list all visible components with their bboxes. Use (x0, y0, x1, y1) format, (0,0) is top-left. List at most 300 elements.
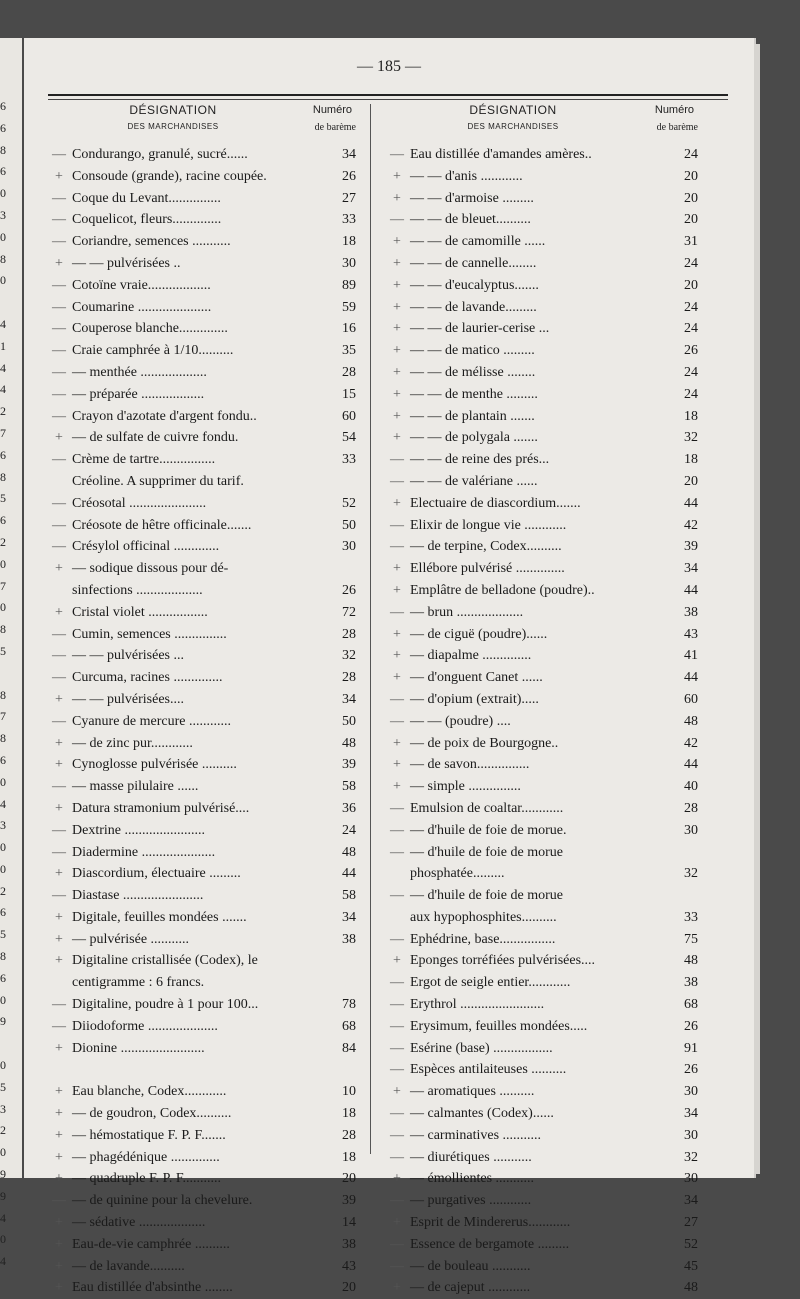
previous-page-number: 0 (0, 600, 6, 615)
entry-bareme-number: 24 (684, 321, 698, 337)
list-item (388, 1168, 698, 1190)
entry-bareme-number: 60 (342, 408, 356, 424)
entry-mark: + (393, 626, 401, 642)
entry-designation: Cristal violet ................. (72, 604, 208, 620)
entry-bareme-number: 24 (684, 299, 698, 315)
entry-designation: Diiodoforme .................... (72, 1018, 218, 1034)
entry-bareme-number: 38 (342, 1236, 356, 1252)
entry-mark: — (390, 1106, 404, 1122)
entry-bareme-number: 84 (342, 1040, 356, 1056)
list-item (388, 1081, 698, 1103)
entry-mark: — (52, 190, 66, 206)
entry-designation: — carminatives ........... (410, 1127, 542, 1143)
entry-designation: Coriandre, semences ........... (72, 234, 231, 250)
list-item (50, 493, 356, 515)
list-item (50, 1234, 356, 1256)
entry-mark: + (393, 386, 401, 402)
document-page (24, 38, 754, 1296)
previous-page-number: 4 (0, 1254, 6, 1269)
list-item (388, 972, 698, 994)
entry-designation: Espèces antilaiteuses .......... (410, 1062, 567, 1078)
entry-designation: — de sulfate de cuivre fondu. (72, 430, 239, 446)
entry-bareme-number: 44 (684, 582, 698, 598)
entry-bareme-number: 14 (342, 1215, 356, 1231)
header-numero-sub: de barème (314, 122, 356, 133)
list-item (388, 950, 698, 972)
header-rule-thin (48, 99, 728, 100)
previous-page-number: 2 (0, 1123, 6, 1138)
entry-mark: + (55, 909, 63, 925)
entry-designation: — — de reine des prés... (410, 452, 550, 468)
entry-designation: Condurango, granulé, sucré...... (72, 147, 248, 162)
page-stack-edge (754, 44, 760, 1174)
list-item (388, 1016, 698, 1038)
entry-designation: — phagédénique .............. (72, 1149, 220, 1165)
entry-bareme-number: 28 (684, 800, 698, 816)
entry-designation: Essence de bergamote ......... (410, 1236, 570, 1252)
entry-designation: — purgatives ............ (410, 1193, 532, 1209)
entry-designation: Digitaline, poudre à 1 pour 100... (72, 997, 259, 1013)
entry-mark: — (52, 822, 66, 838)
list-item (388, 885, 698, 907)
entry-bareme-number: 45 (684, 1258, 698, 1274)
list-item (50, 1212, 356, 1234)
entry-mark: + (393, 168, 401, 184)
entry-mark: + (55, 1040, 63, 1056)
entry-designation: Electuaire de diascordium....... (410, 495, 581, 511)
entry-designation: — de cajeput ............ (410, 1280, 531, 1296)
entry-mark: + (55, 1106, 63, 1122)
list-item (388, 711, 698, 733)
list-item (50, 711, 356, 733)
entry-bareme-number: 36 (342, 800, 356, 816)
entry-designation: — — d'armoise ......... (410, 190, 534, 206)
previous-page-number: 5 (0, 491, 6, 506)
entry-bareme-number: 60 (684, 691, 698, 707)
entry-designation: Digitaline cristallisée (Codex), le (72, 953, 258, 969)
entry-mark: — (390, 931, 404, 947)
entry-designation: Coque du Levant............... (72, 190, 221, 206)
previous-page-number: 6 (0, 120, 6, 135)
entry-bareme-number: 18 (342, 1106, 356, 1122)
entry-designation: phosphatée......... (410, 866, 505, 882)
entry-designation: — de ciguë (poudre)...... (410, 626, 548, 642)
header-numero-sub: de barème (656, 122, 698, 133)
column-divider (370, 104, 371, 1154)
entry-mark: + (393, 735, 401, 751)
entry-mark: + (55, 255, 63, 271)
entry-bareme-number: 18 (342, 234, 356, 250)
entry-bareme-number: 58 (342, 779, 356, 795)
list-item (50, 449, 356, 471)
entry-bareme-number: 52 (342, 495, 356, 511)
entry-bareme-number: 50 (342, 517, 356, 533)
list-item (388, 1256, 698, 1278)
list-item (388, 842, 698, 864)
entry-mark: + (393, 648, 401, 664)
entry-designation: — — de plantain ....... (410, 408, 535, 424)
list-item (50, 1256, 356, 1278)
entry-bareme-number: 20 (684, 473, 698, 489)
list-item (50, 1081, 356, 1103)
list-item (388, 427, 698, 449)
entry-bareme-number: 43 (342, 1258, 356, 1274)
previous-page-number: 6 (0, 970, 6, 985)
entry-bareme-number: 72 (342, 604, 356, 620)
entry-mark: — (390, 800, 404, 816)
list-item (50, 842, 356, 864)
entry-mark: — (390, 1149, 404, 1165)
entry-mark: — (52, 713, 66, 729)
entry-bareme-number: 34 (684, 1106, 698, 1122)
entry-mark: + (55, 866, 63, 882)
previous-page-number: 3 (0, 207, 6, 222)
entry-bareme-number: 33 (342, 212, 356, 228)
list-item (50, 1125, 356, 1147)
list-item (388, 275, 698, 297)
previous-page-number: 0 (0, 556, 6, 571)
entry-bareme-number: 44 (684, 757, 698, 773)
list-item (50, 667, 356, 689)
entry-designation: — — de bleuet.......... (410, 212, 531, 228)
entry-bareme-number: 44 (342, 866, 356, 882)
entry-bareme-number: 48 (342, 844, 356, 860)
entry-designation: Cynoglosse pulvérisée .......... (72, 757, 237, 773)
entry-bareme-number: 39 (684, 539, 698, 555)
entry-bareme-number: 48 (684, 953, 698, 969)
previous-page-number (0, 663, 6, 685)
entry-designation: — pulvérisée ........... (72, 931, 190, 947)
entry-mark: + (55, 1236, 63, 1252)
previous-page-number: 5 (0, 927, 6, 942)
entry-bareme-number: 34 (684, 561, 698, 577)
previous-page-number: 7 (0, 709, 6, 724)
entry-designation: Erysimum, feuilles mondées..... (410, 1018, 588, 1034)
list-item (388, 209, 698, 231)
list-item (388, 1103, 698, 1125)
entry-bareme-number: 32 (684, 1149, 698, 1165)
list-item (50, 1168, 356, 1190)
entry-designation: — calmantes (Codex)...... (410, 1106, 554, 1122)
entry-bareme-number: 30 (684, 822, 698, 838)
list-item (50, 994, 356, 1016)
entry-designation: centigramme : 6 francs. (72, 975, 205, 991)
previous-page-number: 0 (0, 840, 6, 855)
entry-mark: — (52, 1018, 66, 1034)
entry-bareme-number: 33 (342, 452, 356, 468)
previous-page-edge (0, 38, 22, 1269)
entry-bareme-number: 42 (684, 517, 698, 533)
entry-bareme-number: 78 (342, 997, 356, 1013)
entry-designation: — de poix de Bourgogne.. (410, 735, 559, 751)
list-item (50, 144, 356, 166)
page-number: — 185 — (357, 58, 421, 75)
entry-mark: — (52, 539, 66, 555)
entry-designation: — — pulvérisées.... (72, 691, 184, 707)
list-item (388, 1277, 698, 1299)
entry-bareme-number: 28 (342, 364, 356, 380)
entry-mark: + (393, 364, 401, 380)
entry-mark: + (55, 430, 63, 446)
list-item (50, 209, 356, 231)
entry-mark: — (390, 539, 404, 555)
entry-designation: — — de cannelle........ (410, 255, 537, 271)
entry-bareme-number: 42 (684, 735, 698, 751)
list-item (388, 994, 698, 1016)
entry-bareme-number: 18 (684, 408, 698, 424)
list-item (388, 667, 698, 689)
entry-bareme-number: 26 (684, 1062, 698, 1078)
entry-mark: — (52, 626, 66, 642)
entry-mark: — (52, 321, 66, 337)
previous-page-number: 4 (0, 382, 6, 397)
list-item (388, 907, 698, 929)
entry-designation: — d'opium (extrait)..... (410, 691, 539, 707)
entry-designation: Ellébore pulvérisé .............. (410, 561, 565, 577)
previous-page-number: 8 (0, 469, 6, 484)
entry-mark: + (393, 277, 401, 293)
list-item (388, 689, 698, 711)
entry-bareme-number: 48 (684, 713, 698, 729)
previous-page-number: 8 (0, 251, 6, 266)
previous-page-number: 6 (0, 752, 6, 767)
list-item (388, 929, 698, 951)
entry-mark: + (55, 1171, 63, 1187)
entry-mark: + (55, 691, 63, 707)
previous-page-number: 6 (0, 447, 6, 462)
header-numero: Numéro (654, 104, 694, 116)
list-item (388, 406, 698, 428)
entry-bareme-number: 28 (342, 1127, 356, 1143)
entry-mark: — (52, 277, 66, 293)
entry-bareme-number: 43 (684, 626, 698, 642)
list-item (50, 645, 356, 667)
entry-bareme-number: 59 (342, 299, 356, 315)
list-item (388, 733, 698, 755)
entry-mark: — (390, 691, 404, 707)
list-item (50, 318, 356, 340)
entry-bareme-number: 16 (342, 321, 356, 337)
list-item (388, 449, 698, 471)
entry-bareme-number: 10 (342, 1084, 356, 1100)
entry-mark: — (390, 822, 404, 838)
entry-mark: + (393, 495, 401, 511)
entry-mark: + (393, 1280, 401, 1296)
entry-designation: Eponges torréfiées pulvérisées.... (410, 953, 596, 969)
entry-mark: + (393, 430, 401, 446)
entry-bareme-number: 34 (342, 147, 356, 162)
previous-page-number: 4 (0, 1210, 6, 1225)
header-designation-sub: DES MARCHANDISES (467, 122, 559, 131)
list-item (388, 798, 698, 820)
entry-mark: + (55, 1127, 63, 1143)
entry-mark: — (390, 888, 404, 904)
entry-mark: + (55, 1215, 63, 1231)
header-rule (48, 94, 728, 96)
list-item (50, 558, 356, 580)
entry-bareme-number: 44 (684, 670, 698, 686)
entry-designation: Couperose blanche.............. (72, 321, 228, 337)
entry-mark: — (390, 997, 404, 1013)
previous-page-number: 8 (0, 949, 6, 964)
entry-designation: — — de polygala ....... (410, 430, 538, 446)
previous-page-number: 2 (0, 534, 6, 549)
entry-bareme-number: 52 (684, 1236, 698, 1252)
list-item (388, 297, 698, 319)
entry-mark: — (52, 147, 66, 162)
entry-designation: aux hypophosphites.......... (410, 909, 557, 925)
entry-mark: + (393, 953, 401, 969)
entry-bareme-number: 91 (684, 1040, 698, 1056)
entry-mark: + (393, 1171, 401, 1187)
entry-designation: — d'huile de foie de morue. (410, 822, 567, 838)
entry-mark: + (55, 800, 63, 816)
list-item (50, 1016, 356, 1038)
entry-bareme-number: 24 (684, 255, 698, 271)
previous-page-number: 7 (0, 425, 6, 440)
entry-designation: Ergot de seigle entier............ (410, 975, 571, 991)
entry-mark: — (390, 975, 404, 991)
entry-mark: — (52, 888, 66, 904)
entry-mark: — (52, 234, 66, 250)
entry-designation: — émollientes ........... (410, 1171, 535, 1187)
header-numero: Numéro (312, 104, 352, 116)
entry-bareme-number: 24 (684, 386, 698, 402)
entry-mark: — (52, 212, 66, 228)
entry-mark: — (52, 517, 66, 533)
previous-page-number: 4 (0, 796, 6, 811)
entry-bareme-number: 39 (342, 757, 356, 773)
entry-mark: + (393, 757, 401, 773)
entry-bareme-number: 26 (684, 1018, 698, 1034)
entry-bareme-number: 48 (342, 735, 356, 751)
list-item (50, 384, 356, 406)
previous-page-number: 2 (0, 404, 6, 419)
entry-bareme-number: 27 (342, 190, 356, 206)
previous-page-number: 8 (0, 731, 6, 746)
entry-mark: + (55, 1258, 63, 1274)
list-item (50, 602, 356, 624)
entry-designation: Diascordium, électuaire ......... (72, 866, 241, 882)
entry-mark: + (393, 343, 401, 359)
entry-mark: — (390, 713, 404, 729)
list-item (388, 776, 698, 798)
entry-bareme-number: 38 (684, 975, 698, 991)
previous-page-number: 0 (0, 273, 6, 288)
previous-page-number: 5 (0, 643, 6, 658)
entry-bareme-number: 41 (684, 648, 698, 664)
entry-designation: Digitale, feuilles mondées ....... (72, 909, 247, 925)
entry-designation: Esprit de Mindererus............ (410, 1215, 571, 1231)
entry-bareme-number: 38 (342, 931, 356, 947)
left-entries (50, 144, 356, 1299)
entry-bareme-number: 24 (684, 147, 698, 162)
entry-bareme-number: 26 (342, 582, 356, 598)
entry-mark: — (390, 1193, 404, 1209)
list-item (50, 427, 356, 449)
entry-bareme-number: 24 (342, 822, 356, 838)
entry-mark: — (52, 844, 66, 860)
list-item (50, 972, 356, 994)
header-designation: DÉSIGNATION (469, 103, 557, 117)
entry-designation: — menthée ................... (72, 364, 207, 380)
list-item (50, 863, 356, 885)
list-item (50, 820, 356, 842)
entry-mark: — (52, 997, 66, 1013)
previous-page-number: 9 (0, 1014, 6, 1029)
entry-mark: — (52, 779, 66, 795)
entry-mark: — (52, 299, 66, 315)
list-item (388, 1212, 698, 1234)
entry-mark: + (393, 670, 401, 686)
list-item (50, 733, 356, 755)
list-item (388, 754, 698, 776)
entry-bareme-number: 34 (342, 691, 356, 707)
entry-designation: Cumin, semences ............... (72, 626, 227, 642)
entry-mark: + (393, 779, 401, 795)
entry-designation: — sédative ................... (72, 1215, 206, 1231)
entry-bareme-number: 20 (684, 168, 698, 184)
entry-designation: Craie camphrée à 1/10.......... (72, 343, 234, 359)
list-item (388, 384, 698, 406)
entry-bareme-number: 89 (342, 277, 356, 293)
entry-mark: + (55, 735, 63, 751)
column-header (388, 102, 698, 144)
previous-page-number (0, 1033, 6, 1055)
list-item (50, 929, 356, 951)
previous-page-number: 7 (0, 578, 6, 593)
entry-bareme-number: 54 (342, 430, 356, 446)
previous-page-number: 3 (0, 818, 6, 833)
list-item (50, 340, 356, 362)
entry-designation: — simple ............... (410, 779, 521, 795)
entry-designation: — diurétiques ........... (410, 1149, 532, 1165)
entry-designation: Crayon d'azotate d'argent fondu.. (72, 408, 257, 424)
entry-bareme-number: 28 (342, 670, 356, 686)
entry-bareme-number: 39 (342, 1193, 356, 1209)
entry-mark: — (52, 495, 66, 511)
left-column (50, 102, 356, 1299)
entry-bareme-number: 34 (684, 1193, 698, 1209)
entry-designation: Emulsion de coaltar............ (410, 800, 564, 816)
entry-designation: sinfections ................... (72, 582, 203, 598)
list-item (388, 624, 698, 646)
entry-bareme-number: 35 (342, 343, 356, 359)
entry-bareme-number: 30 (684, 1171, 698, 1187)
previous-page-number: 8 (0, 687, 6, 702)
entry-designation: — — de matico ......... (410, 343, 535, 359)
entry-mark: — (52, 452, 66, 468)
entry-mark: + (393, 1215, 401, 1231)
entry-designation: Elixir de longue vie ............ (410, 517, 567, 533)
entry-designation: Coquelicot, fleurs.............. (72, 212, 222, 228)
entry-designation: Curcuma, racines .............. (72, 670, 223, 686)
list-item (50, 297, 356, 319)
entry-mark: + (55, 931, 63, 947)
entry-designation: — masse pilulaire ...... (72, 779, 199, 795)
entry-mark: + (55, 1280, 63, 1296)
entry-mark: — (52, 386, 66, 402)
list-item (50, 798, 356, 820)
entry-bareme-number: 18 (684, 452, 698, 468)
entry-mark: — (390, 1018, 404, 1034)
entry-mark: — (390, 517, 404, 533)
entry-designation: Diastase ....................... (72, 888, 204, 904)
entry-mark: + (393, 321, 401, 337)
entry-bareme-number: 20 (342, 1280, 356, 1296)
previous-page-number: 2 (0, 883, 6, 898)
list-item (388, 1125, 698, 1147)
